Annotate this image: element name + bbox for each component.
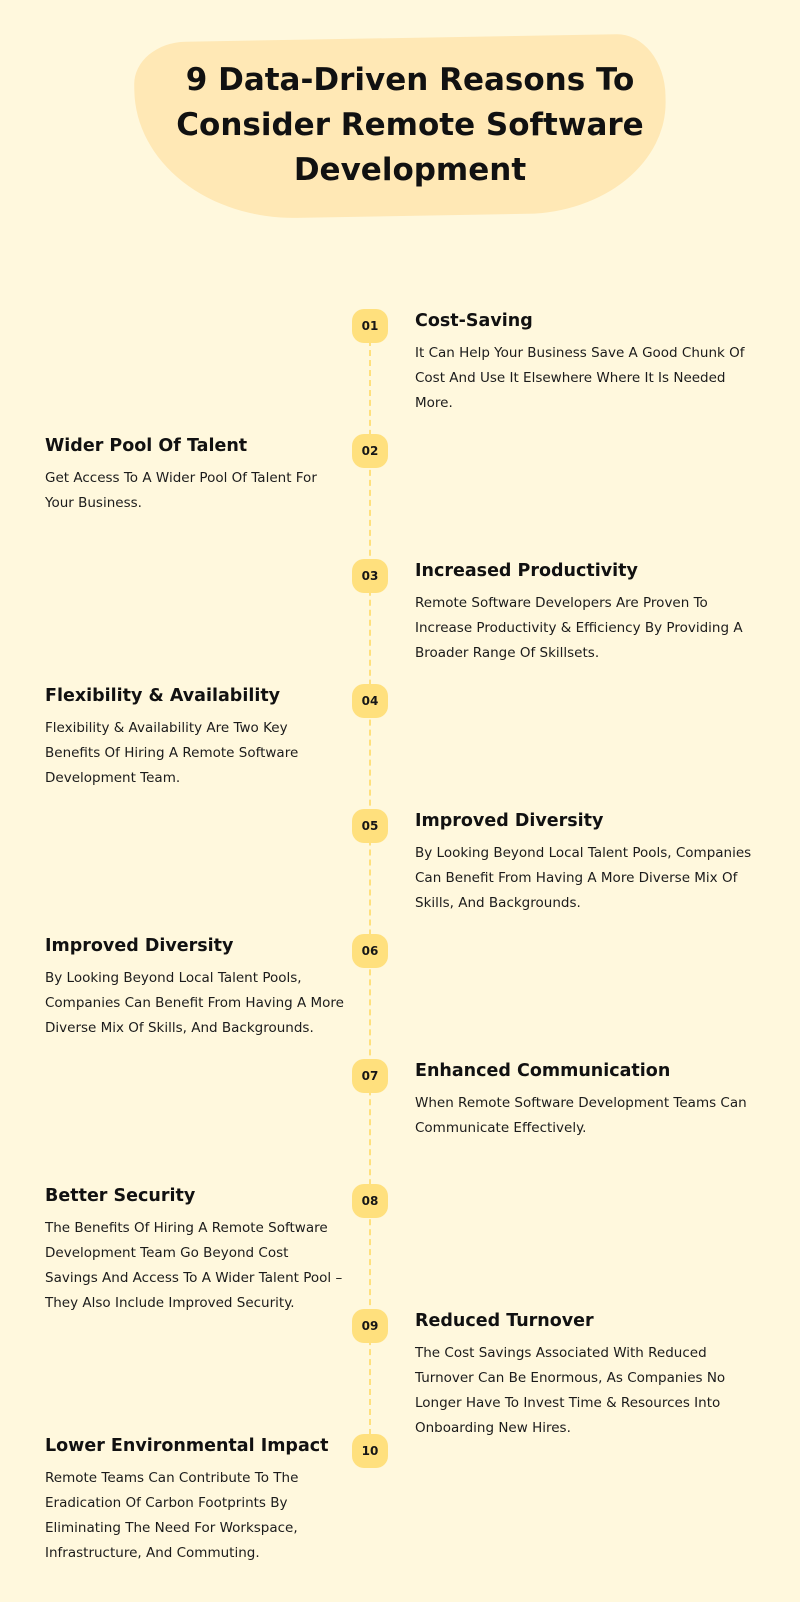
item-description: It Can Help Your Business Save A Good Chunk Of Cost And Use It Elsewhere Where It Is Needed More. — [415, 345, 745, 411]
item-description: Remote Software Developers Are Proven To Increase Productivity & Efficiency By Providing A Broader Range Of Skillsets. — [415, 595, 743, 661]
timeline-item-cost-saving — [415, 309, 760, 416]
timeline-badge-10: 10 — [352, 1434, 388, 1468]
timeline-badge-04: 04 — [352, 684, 388, 718]
item-description: Get Access To A Wider Pool Of Talent For Your Business. — [45, 470, 317, 511]
item-description: Flexibility & Availability Are Two Key Benefits Of Hiring A Remote Software Development Team. — [45, 720, 299, 786]
item-description: The Benefits Of Hiring A Remote Software Development Team Go Beyond Cost Savings And Access To A Wider Talent Pool – They Also Include Improved Security. — [45, 1220, 343, 1311]
timeline-item-enhanced-communication — [415, 1059, 760, 1141]
item-title: Increased Productivity — [415, 561, 638, 581]
timeline-badge-08: 08 — [352, 1184, 388, 1218]
timeline-item-increased-productivity — [415, 559, 760, 666]
timeline-item-lower-environmental-impact — [45, 1434, 345, 1566]
timeline-item-improved-diversity-06 — [45, 934, 345, 1041]
timeline-badge-01: 01 — [352, 309, 388, 343]
item-description: When Remote Software Development Teams Can Communicate Effectively. — [415, 1095, 747, 1136]
item-title: Reduced Turnover — [415, 1311, 594, 1331]
timeline-badge-05: 05 — [352, 809, 388, 843]
timeline-dashed-line — [369, 320, 371, 1455]
item-title: Improved Diversity — [415, 811, 604, 831]
item-title: Lower Environmental Impact — [45, 1436, 329, 1456]
item-description: By Looking Beyond Local Talent Pools, Companies Can Benefit From Having A More Diverse Mix Of Skills, And Backgrounds. — [415, 845, 752, 911]
item-description: The Cost Savings Associated With Reduced Turnover Can Be Enormous, As Companies No Longer Have To Invest Time & Resources Into Onboarding New Hires. — [415, 1345, 726, 1436]
timeline-item-improved-diversity-05 — [415, 809, 760, 916]
timeline-item-reduced-turnover — [415, 1309, 760, 1441]
item-description: Remote Teams Can Contribute To The Eradication Of Carbon Footprints By Eliminating The Need For Workspace, Infrastructure, And Commuting. — [45, 1470, 299, 1561]
timeline-badge-07: 07 — [352, 1059, 388, 1093]
item-title: Enhanced Communication — [415, 1061, 671, 1081]
timeline-item-better-security — [45, 1184, 345, 1316]
timeline-badge-09: 09 — [352, 1309, 388, 1343]
item-title: Improved Diversity — [45, 936, 234, 956]
timeline-item-wider-pool-of-talent — [45, 434, 345, 516]
item-title: Cost-Saving — [415, 311, 533, 331]
timeline-badge-03: 03 — [352, 559, 388, 593]
item-title: Wider Pool Of Talent — [45, 436, 248, 456]
item-description: By Looking Beyond Local Talent Pools, Companies Can Benefit From Having A More Diverse Mix Of Skills, And Backgrounds. — [45, 970, 344, 1036]
timeline-item-flexibility-availability — [45, 684, 345, 791]
timeline-badge-02: 02 — [352, 434, 388, 468]
item-title: Better Security — [45, 1186, 196, 1206]
item-title: Flexibility & Availability — [45, 686, 281, 706]
page-title: 9 Data-Driven Reasons To Consider Remote Software Development — [176, 62, 644, 188]
timeline-badge-06: 06 — [352, 934, 388, 968]
